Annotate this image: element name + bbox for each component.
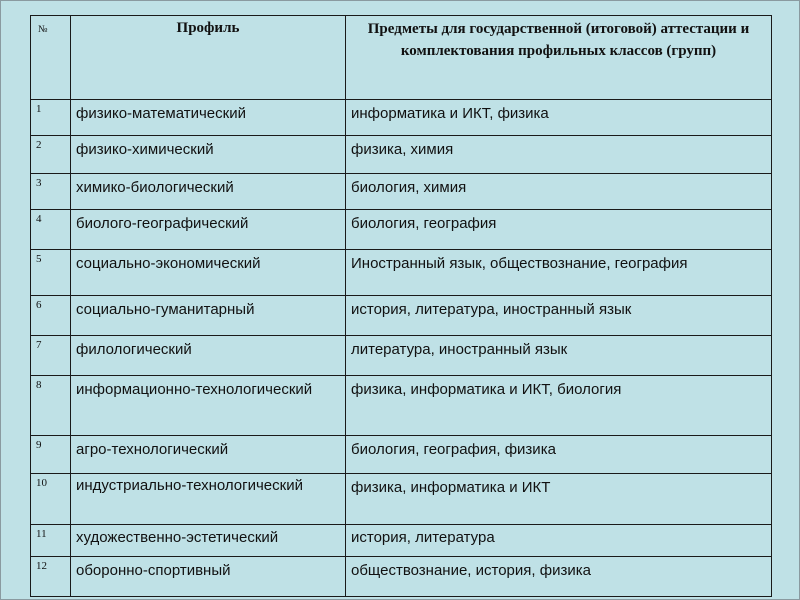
table-row	[31, 525, 772, 557]
row-profile: художественно-эстетический	[71, 525, 346, 557]
row-subjects: обществознание, история, физика	[346, 557, 772, 597]
table-row	[31, 336, 772, 376]
header-profile: Профиль	[71, 16, 346, 100]
row-num: 1	[31, 100, 71, 136]
row-profile: оборонно-спортивный	[71, 557, 346, 597]
table-row	[31, 296, 772, 336]
row-subjects: биология, география, физика	[346, 436, 772, 474]
row-profile: физико-математический	[71, 100, 346, 136]
row-subjects: история, литература, иностранный язык	[346, 296, 772, 336]
row-subjects: биология, география	[346, 210, 772, 250]
table-row	[31, 474, 772, 525]
row-num: 2	[31, 136, 71, 174]
row-subjects: история, литература	[346, 525, 772, 557]
row-profile: социально-гуманитарный	[71, 296, 346, 336]
row-num: 3	[31, 174, 71, 210]
row-num: 6	[31, 296, 71, 336]
row-num: 9	[31, 436, 71, 474]
row-subjects: Иностранный язык, обществознание, география	[346, 250, 772, 296]
row-num: 5	[31, 250, 71, 296]
table-row	[31, 250, 772, 296]
table-row	[31, 100, 772, 136]
header-subjects: Предметы для государственной (итоговой) аттестации и комплектования профильных классов (групп)	[346, 16, 772, 100]
row-num: 11	[31, 525, 71, 557]
row-subjects: физика, химия	[346, 136, 772, 174]
row-subjects: литература, иностранный язык	[346, 336, 772, 376]
row-subjects: информатика и ИКТ, физика	[346, 100, 772, 136]
row-num: 10	[31, 474, 71, 525]
header-row	[31, 16, 772, 100]
row-num: 8	[31, 376, 71, 436]
row-subjects: физика, информатика и ИКТ	[346, 474, 772, 525]
row-profile: информационно-технологический	[71, 376, 346, 436]
row-num: 7	[31, 336, 71, 376]
profiles-table	[30, 15, 772, 597]
row-subjects: биология, химия	[346, 174, 772, 210]
row-profile: физико-химический	[71, 136, 346, 174]
row-profile: агро-технологический	[71, 436, 346, 474]
header-num: №	[31, 16, 71, 100]
table-row	[31, 376, 772, 436]
table-row	[31, 174, 772, 210]
row-profile: социально-экономический	[71, 250, 346, 296]
row-profile: филологический	[71, 336, 346, 376]
table-row	[31, 436, 772, 474]
row-num: 12	[31, 557, 71, 597]
table-body	[31, 100, 772, 597]
row-num: 4	[31, 210, 71, 250]
table-header	[31, 16, 772, 100]
row-profile: индустриально-технологический	[71, 474, 346, 525]
row-profile: биолого-географический	[71, 210, 346, 250]
table-row	[31, 557, 772, 597]
table-row	[31, 136, 772, 174]
table-row	[31, 210, 772, 250]
row-subjects: физика, информатика и ИКТ, биология	[346, 376, 772, 436]
row-profile: химико-биологический	[71, 174, 346, 210]
